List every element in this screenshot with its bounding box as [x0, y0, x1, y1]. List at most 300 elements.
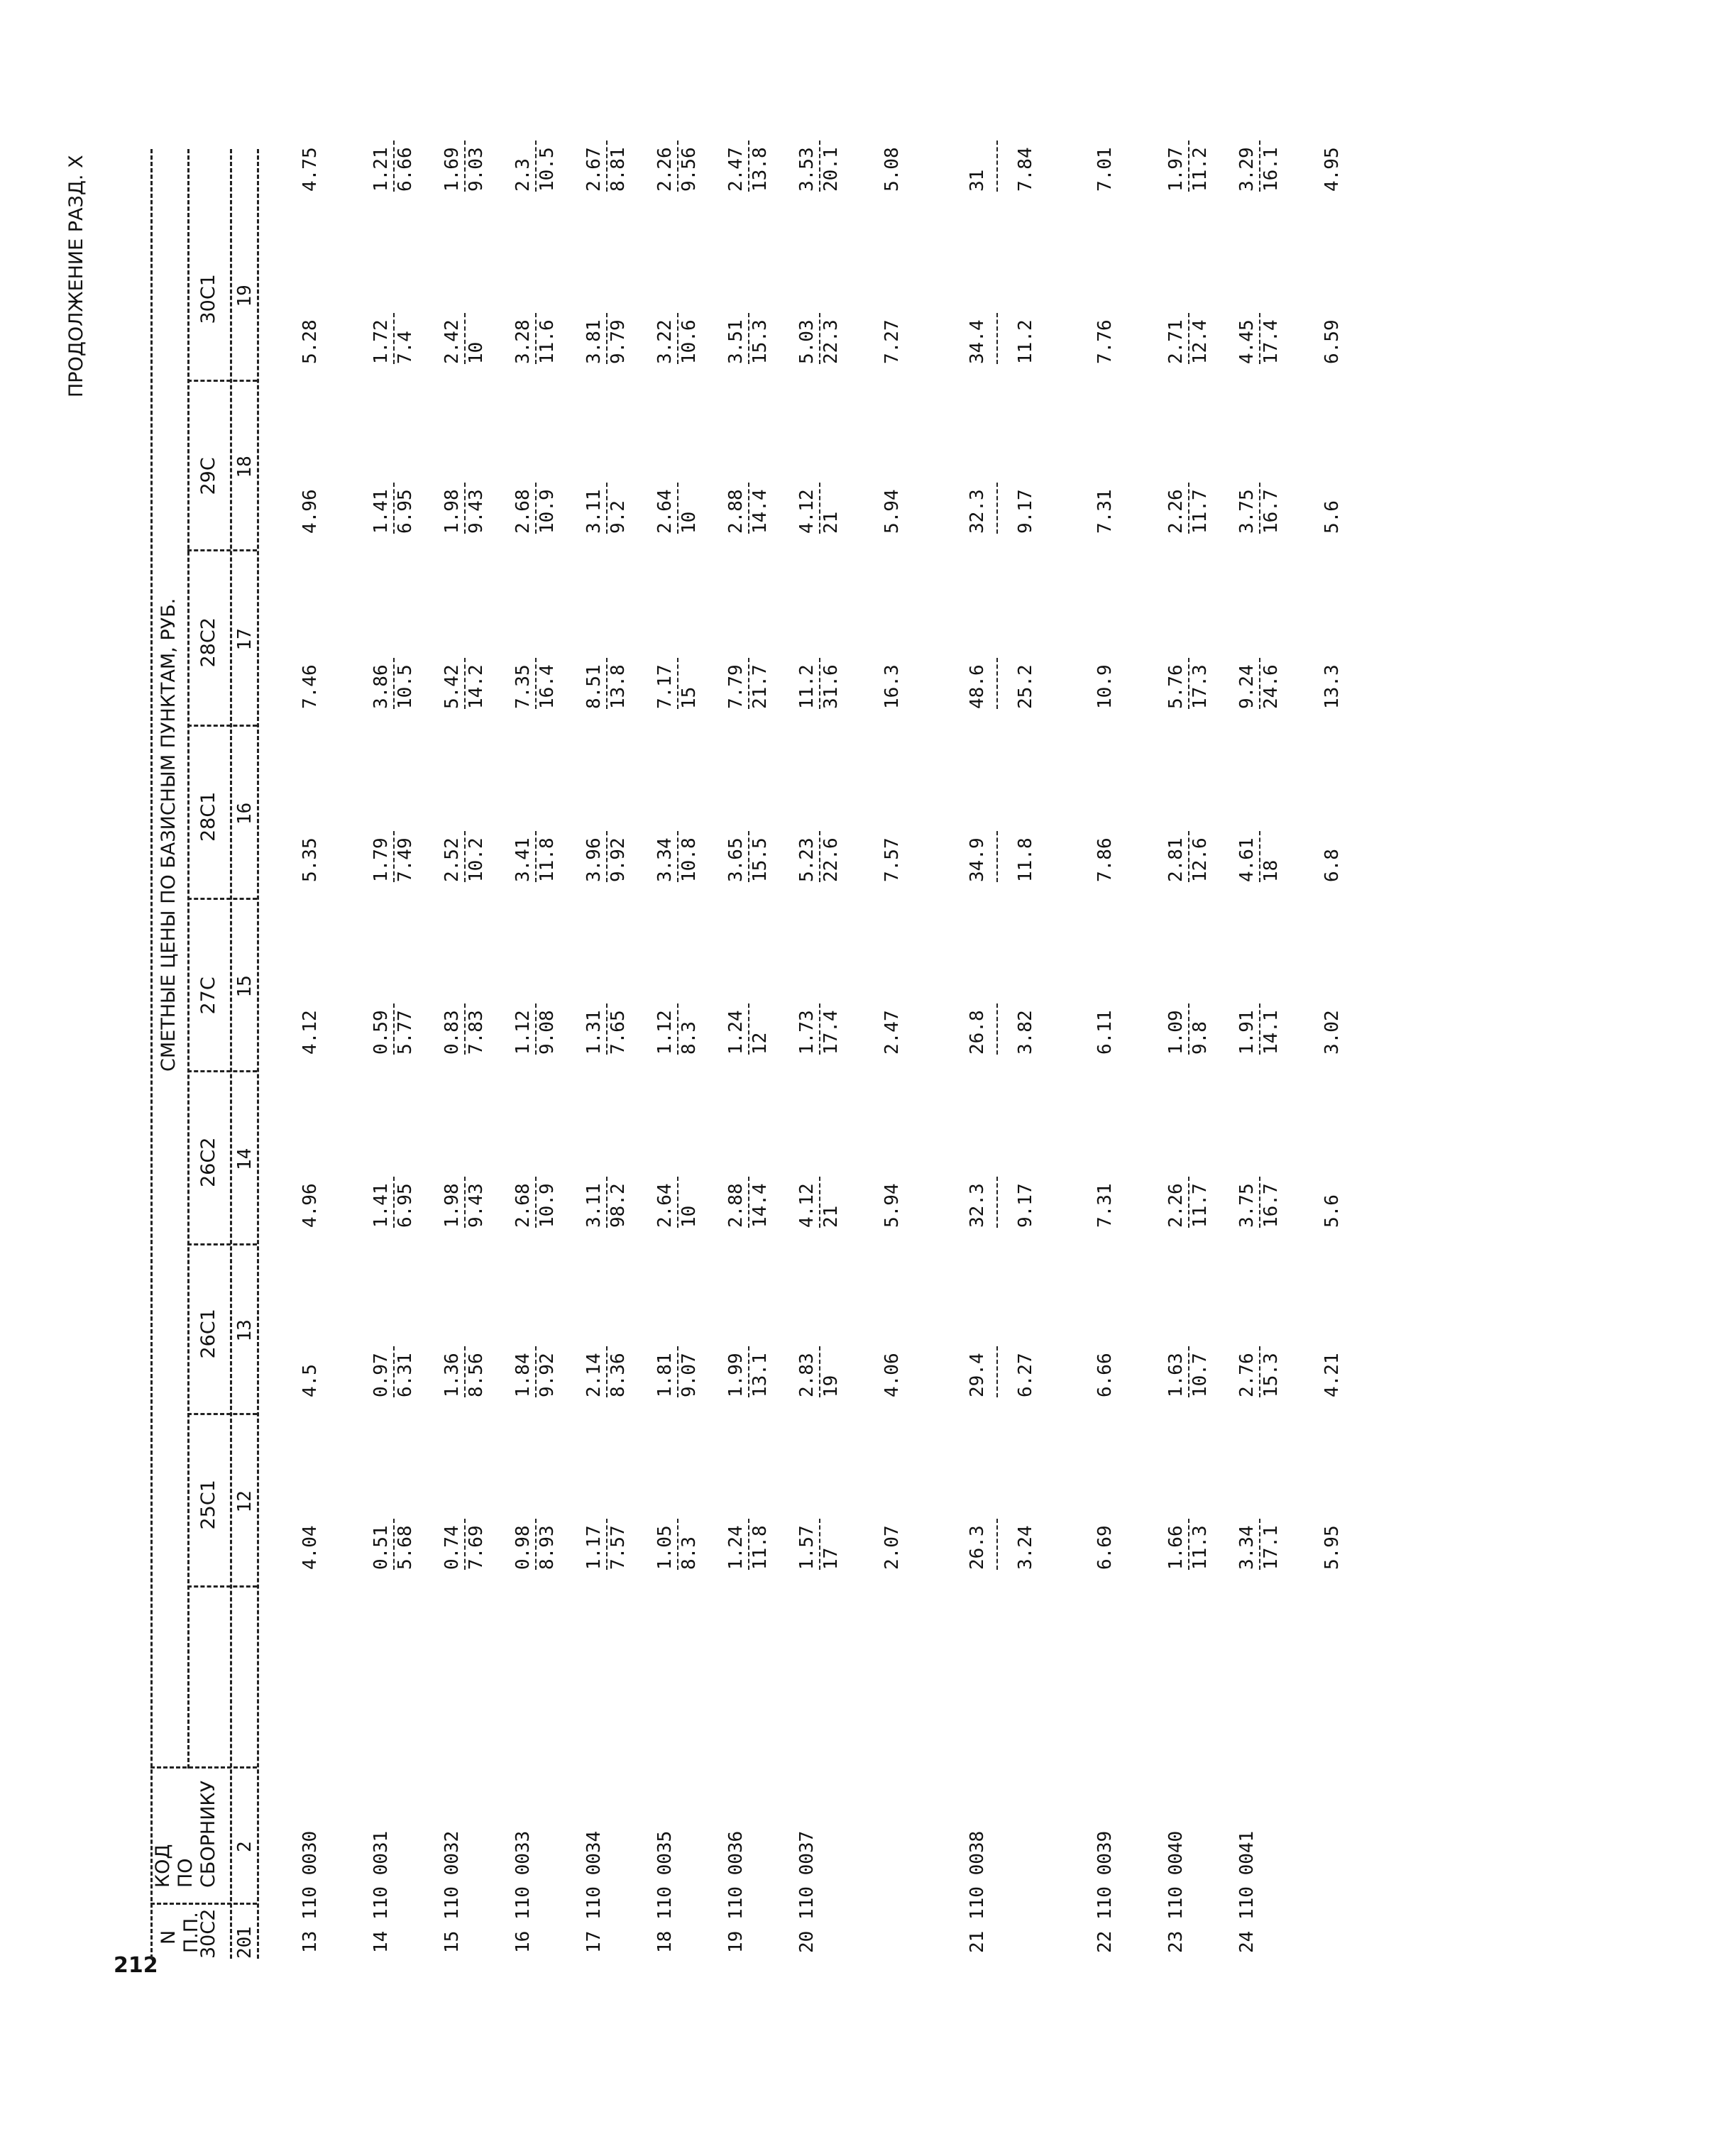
cell-value: 10.9: [1094, 664, 1116, 709]
cell-separator: [819, 1177, 820, 1228]
cell-value: 1.84: [512, 1353, 534, 1397]
cell-value: 3.11: [583, 1183, 605, 1228]
rule-col-3: [187, 1585, 257, 1588]
cell-value: 34.4: [967, 319, 988, 364]
cell-value: 7.31: [1094, 1183, 1116, 1228]
cell-separator: [1188, 313, 1189, 364]
cell-value: 4.12: [796, 1183, 818, 1228]
cell-separator: [606, 141, 608, 192]
cell-value: 2.68: [512, 489, 534, 534]
cell-separator: [748, 1346, 749, 1397]
cell-value: 3.82: [1015, 1010, 1036, 1055]
cell-value: 13.1: [749, 1353, 771, 1397]
cell-value: 2.68: [512, 1183, 534, 1228]
cell-separator: [393, 141, 395, 192]
cell-separator: [996, 831, 998, 882]
cell-separator: [677, 483, 678, 534]
cell-separator: [748, 1177, 749, 1228]
cell-value: 1.72: [370, 319, 392, 364]
cell-value: 5.68: [395, 1525, 416, 1570]
cell-value: 14.1: [1260, 1010, 1282, 1055]
column-header-6: 29С: [197, 457, 219, 495]
column-header-1: 26С1: [197, 1309, 219, 1359]
cell-value: 22.6: [820, 837, 842, 882]
cell-value: 0.97: [370, 1353, 392, 1397]
cell-value: 7.69: [466, 1525, 487, 1570]
cell-value: 16.4: [537, 664, 558, 709]
cell-separator: [996, 313, 998, 364]
cell-value: 15.3: [1260, 1353, 1282, 1397]
cell-separator: [1259, 658, 1260, 709]
cell-value: 1.66: [1165, 1525, 1187, 1570]
cell-value: 10.8: [678, 837, 700, 882]
cell-separator: [819, 831, 820, 882]
cell-value: 1.69: [441, 147, 463, 192]
cell-separator: [393, 483, 395, 534]
cell-separator: [677, 141, 678, 192]
rule-column-numbers-bottom: [257, 149, 259, 1959]
cell-separator: [996, 1177, 998, 1228]
cell-value: 48.6: [967, 664, 988, 709]
cell-value: 5.35: [300, 837, 321, 882]
rule-group: [187, 149, 189, 1769]
rule-col-9: [187, 549, 257, 551]
row-code-11: 23 110 0040: [1165, 1830, 1187, 1953]
rule-top: [150, 149, 153, 1959]
cell-value: 20.1: [820, 147, 842, 192]
cell-separator: [606, 1346, 608, 1397]
cell-value: 8.36: [608, 1353, 629, 1397]
cell-separator: [1188, 658, 1189, 709]
column-number-9: 19: [234, 285, 255, 307]
cell-value: 1.36: [441, 1353, 463, 1397]
rule-col-6: [187, 1070, 257, 1072]
column-header-0: 25С1: [197, 1480, 219, 1530]
cell-value: 98.2: [608, 1183, 629, 1228]
cell-value: 7.76: [1094, 319, 1116, 364]
cell-value: 9.79: [608, 319, 629, 364]
cell-value: 32.3: [967, 1183, 988, 1228]
rule-col-2: [150, 1766, 257, 1769]
cell-value: 7.35: [512, 664, 534, 709]
cell-value: 16.1: [1260, 147, 1282, 192]
cell-value: 5.03: [796, 319, 818, 364]
rule-col-10: [187, 380, 257, 382]
column-number-3: 13: [234, 1319, 255, 1342]
cell-separator: [819, 1346, 820, 1397]
cell-value: 2.64: [654, 489, 676, 534]
cell-value: 0.74: [441, 1525, 463, 1570]
cell-value: 12.4: [1189, 319, 1211, 364]
cell-value: 24.6: [1260, 664, 1282, 709]
cell-value: 7.65: [608, 1010, 629, 1055]
column-number-7: 17: [234, 628, 255, 651]
row-code-3: 16 110 0033: [512, 1830, 534, 1953]
cell-separator: [393, 1003, 395, 1055]
cell-value: 13.8: [608, 664, 629, 709]
cell-value: 10.6: [678, 319, 700, 364]
cell-value: 21: [820, 511, 842, 534]
cell-separator: [535, 483, 537, 534]
cell-value: 4.61: [1236, 837, 1258, 882]
cell-separator: [1259, 483, 1260, 534]
cell-value: 9.17: [1015, 1183, 1036, 1228]
row-code-9: 21 110 0038: [967, 1830, 988, 1953]
cell-value: 2.07: [881, 1525, 903, 1570]
cell-value: 8.3: [678, 1021, 700, 1055]
cell-value: 2.83: [796, 1353, 818, 1397]
row-code-2: 15 110 0032: [441, 1830, 463, 1953]
column-header-7: 30С1: [197, 274, 219, 324]
cell-value: 0.59: [370, 1010, 392, 1055]
cell-value: 9.92: [537, 1353, 558, 1397]
cell-separator: [535, 831, 537, 882]
cell-separator: [535, 1519, 537, 1570]
cell-value: 6.95: [395, 1183, 416, 1228]
cell-separator: [996, 1003, 998, 1055]
rule-col-4: [187, 1413, 257, 1415]
cell-separator: [677, 1346, 678, 1397]
cell-value: 9.2: [608, 500, 629, 534]
cell-value: 15: [678, 686, 700, 709]
cell-value: 2.42: [441, 319, 463, 364]
cell-separator: [535, 141, 537, 192]
cell-value: 4.12: [300, 1010, 321, 1055]
cell-value: 4.12: [796, 489, 818, 534]
cell-value: 18: [1260, 859, 1282, 882]
cell-value: 19: [820, 1375, 842, 1397]
cell-value: 9.17: [1015, 489, 1036, 534]
cell-value: 11.8: [1015, 837, 1036, 882]
cell-separator: [1188, 1346, 1189, 1397]
cell-value: 1.91: [1236, 1010, 1258, 1055]
cell-value: 5.76: [1165, 664, 1187, 709]
cell-value: 2.64: [654, 1183, 676, 1228]
cell-value: 22.3: [820, 319, 842, 364]
column-header-4: 28С1: [197, 791, 219, 842]
rule-col-7: [187, 898, 257, 900]
column-header-5: 28С2: [197, 617, 219, 668]
cell-value: 10: [678, 1205, 700, 1228]
cell-value: 1.63: [1165, 1353, 1187, 1397]
header-col2-line1: КОД: [152, 1844, 174, 1888]
cell-value: 3.53: [796, 147, 818, 192]
cell-value: 7.31: [1094, 489, 1116, 534]
cell-value: 7.49: [395, 837, 416, 882]
cell-value: 2.88: [725, 1183, 747, 1228]
cell-separator: [393, 313, 395, 364]
cell-value: 15.5: [749, 837, 771, 882]
cell-separator: [1259, 1519, 1260, 1570]
cell-value: 11.2: [796, 664, 818, 709]
cell-value: 7.46: [300, 664, 321, 709]
cell-value: 10.5: [537, 147, 558, 192]
cell-value: 10.5: [395, 664, 416, 709]
cell-value: 9.56: [678, 147, 700, 192]
cell-value: 1.21: [370, 147, 392, 192]
cell-value: 9.07: [678, 1353, 700, 1397]
cell-separator: [1259, 1346, 1260, 1397]
cell-value: 5.95: [1321, 1525, 1343, 1570]
cell-separator: [819, 313, 820, 364]
cell-separator: [748, 1003, 749, 1055]
cell-value: 1.99: [725, 1353, 747, 1397]
column-number-1: 2: [234, 1841, 255, 1852]
cell-value: 4.45: [1236, 319, 1258, 364]
header-col2-line2: ПО: [175, 1858, 197, 1888]
cell-value: 4.96: [300, 1183, 321, 1228]
cell-separator: [393, 1346, 395, 1397]
cell-value: 6.66: [1094, 1353, 1116, 1397]
cell-separator: [464, 141, 466, 192]
cell-value: 2.26: [1165, 489, 1187, 534]
cell-separator: [996, 658, 998, 709]
cell-value: 6.11: [1094, 1010, 1116, 1055]
cell-value: 9.03: [466, 147, 487, 192]
cell-value: 21.7: [749, 664, 771, 709]
cell-separator: [748, 313, 749, 364]
cell-value: 5.6: [1321, 500, 1343, 534]
cell-separator: [819, 483, 820, 534]
cell-value: 9.43: [466, 1183, 487, 1228]
cell-value: 2.26: [654, 147, 676, 192]
cell-separator: [606, 1519, 608, 1570]
cell-value: 16.3: [881, 664, 903, 709]
cell-value: 10.2: [466, 837, 487, 882]
cell-value: 1.98: [441, 1183, 463, 1228]
cell-value: 8.51: [583, 664, 605, 709]
cell-separator: [1188, 1003, 1189, 1055]
cell-value: 31: [967, 169, 988, 192]
cell-separator: [393, 658, 395, 709]
cell-value: 5.6: [1321, 1194, 1343, 1228]
cell-value: 1.31: [583, 1010, 605, 1055]
cell-value: 13.3: [1321, 664, 1343, 709]
cell-value: 1.41: [370, 1183, 392, 1228]
cell-value: 9.08: [537, 1010, 558, 1055]
cell-value: 2.14: [583, 1353, 605, 1397]
rule-col-1: [150, 1903, 257, 1905]
cell-separator: [677, 313, 678, 364]
cell-separator: [535, 1177, 537, 1228]
cell-value: 0.98: [512, 1525, 534, 1570]
cell-separator: [464, 1177, 466, 1228]
page-number: 212: [114, 1953, 158, 1978]
rule-col-8: [187, 725, 257, 727]
cell-value: 1.79: [370, 837, 392, 882]
cell-value: 5.42: [441, 664, 463, 709]
cell-value: 6.66: [395, 147, 416, 192]
cell-separator: [464, 483, 466, 534]
header-col1-line1: N: [158, 1930, 180, 1945]
cell-separator: [464, 1519, 466, 1570]
cell-value: 3.34: [654, 837, 676, 882]
cell-separator: [1188, 1519, 1189, 1570]
cell-separator: [1259, 1003, 1260, 1055]
cell-separator: [464, 658, 466, 709]
cell-value: 11.2: [1015, 319, 1036, 364]
cell-separator: [996, 141, 998, 192]
column-number-5: 15: [234, 975, 255, 998]
cell-separator: [606, 831, 608, 882]
cell-separator: [606, 1177, 608, 1228]
cell-value: 1.57: [796, 1525, 818, 1570]
cell-separator: [1259, 1177, 1260, 1228]
cell-value: 1.97: [1165, 147, 1187, 192]
cell-value: 1.41: [370, 489, 392, 534]
cell-value: 9.8: [1189, 1021, 1211, 1055]
cell-value: 9.92: [608, 837, 629, 882]
row-code-1: 14 110 0031: [370, 1830, 392, 1953]
cell-separator: [1259, 141, 1260, 192]
cell-value: 4.21: [1321, 1353, 1343, 1397]
cell-value: 6.69: [1094, 1525, 1116, 1570]
cell-separator: [606, 483, 608, 534]
cell-value: 5.94: [881, 489, 903, 534]
cell-value: 1.12: [512, 1010, 534, 1055]
cell-value: 3.41: [512, 837, 534, 882]
cell-value: 3.28: [512, 319, 534, 364]
cell-value: 0.83: [441, 1010, 463, 1055]
cell-value: 10.9: [537, 1183, 558, 1228]
column-number-2: 12: [234, 1490, 255, 1513]
cell-separator: [393, 1519, 395, 1570]
cell-value: 5.77: [395, 1010, 416, 1055]
cell-value: 7.79: [725, 664, 747, 709]
cell-value: 11.6: [537, 319, 558, 364]
cell-separator: [819, 658, 820, 709]
cell-value: 17.3: [1189, 664, 1211, 709]
cell-separator: [996, 1346, 998, 1397]
cell-separator: [393, 831, 395, 882]
column-number-8: 18: [234, 456, 255, 478]
cell-value: 2.71: [1165, 319, 1187, 364]
cell-separator: [677, 831, 678, 882]
cell-value: 21: [820, 1205, 842, 1228]
cell-value: 6.27: [1015, 1353, 1036, 1397]
cell-value: 6.59: [1321, 319, 1343, 364]
rule-col-5: [187, 1243, 257, 1245]
cell-value: 3.96: [583, 837, 605, 882]
cell-separator: [677, 1519, 678, 1570]
cell-value: 34.9: [967, 837, 988, 882]
cell-value: 1.05: [654, 1525, 676, 1570]
cell-separator: [748, 658, 749, 709]
cell-value: 7.83: [466, 1010, 487, 1055]
cell-value: 2.76: [1236, 1353, 1258, 1397]
cell-value: 7.4: [395, 331, 416, 364]
cell-value: 2.88: [725, 489, 747, 534]
cell-value: 3.51: [725, 319, 747, 364]
cell-separator: [819, 1003, 820, 1055]
cell-separator: [677, 1177, 678, 1228]
cell-value: 1.98: [441, 489, 463, 534]
column-header-3: 27С: [197, 977, 219, 1015]
cell-value: 5.28: [300, 319, 321, 364]
cell-separator: [677, 658, 678, 709]
cell-value: 3.02: [1321, 1010, 1343, 1055]
cell-value: 7.84: [1015, 147, 1036, 192]
cell-value: 9.24: [1236, 664, 1258, 709]
cell-value: 2.47: [725, 147, 747, 192]
cell-value: 3.75: [1236, 1183, 1258, 1228]
cell-value: 16.7: [1260, 1183, 1282, 1228]
cell-value: 3.24: [1015, 1525, 1036, 1570]
cell-value: 5.94: [881, 1183, 903, 1228]
cell-value: 2.81: [1165, 837, 1187, 882]
row-code-4: 17 110 0034: [583, 1830, 605, 1953]
row-code-6: 19 110 0036: [725, 1830, 747, 1953]
cell-separator: [748, 483, 749, 534]
cell-value: 12.6: [1189, 837, 1211, 882]
cell-value: 6.95: [395, 489, 416, 534]
cell-value: 3.29: [1236, 147, 1258, 192]
cell-value: 17.4: [1260, 319, 1282, 364]
row-code-0: 13 110 0030: [300, 1830, 321, 1953]
cell-separator: [464, 313, 466, 364]
cell-value: 3.75: [1236, 489, 1258, 534]
cell-value: 6.31: [395, 1353, 416, 1397]
cell-value: 31.6: [820, 664, 842, 709]
cell-value: 10: [466, 341, 487, 364]
cell-value: 1.81: [654, 1353, 676, 1397]
rule-header-bottom: [230, 149, 232, 1959]
cell-value: 2.26: [1165, 1183, 1187, 1228]
cell-value: 1.73: [796, 1010, 818, 1055]
cell-value: 25.2: [1015, 664, 1036, 709]
cell-separator: [606, 313, 608, 364]
cell-value: 10.7: [1189, 1353, 1211, 1397]
cell-value: 11.3: [1189, 1525, 1211, 1570]
cell-separator: [748, 141, 749, 192]
cell-value: 26.8: [967, 1010, 988, 1055]
cell-separator: [464, 1346, 466, 1397]
column-number-6: 16: [234, 802, 255, 825]
cell-value: 11.7: [1189, 1183, 1211, 1228]
cell-value: 11.8: [537, 837, 558, 882]
cell-value: 16.7: [1260, 489, 1282, 534]
cell-value: 2.67: [583, 147, 605, 192]
cell-separator: [819, 141, 820, 192]
cell-value: 32.3: [967, 489, 988, 534]
cell-value: 3.65: [725, 837, 747, 882]
cell-value: 1.12: [654, 1010, 676, 1055]
row-code-12: 24 110 0041: [1236, 1830, 1258, 1953]
cell-value: 2.52: [441, 837, 463, 882]
cell-value: 4.96: [300, 489, 321, 534]
group-title: СМЕТНЫЕ ЦЕНЫ ПО БАЗИСНЫМ ПУНКТАМ, РУБ.: [158, 598, 180, 1072]
cell-value: 7.57: [881, 837, 903, 882]
cell-value: 6.8: [1321, 849, 1343, 882]
cell-value: 12: [749, 1032, 771, 1055]
column-header-2: 26С2: [197, 1137, 219, 1187]
row-code-7: 20 110 0037: [796, 1830, 818, 1953]
rotated-price-table: [65, 142, 1709, 1959]
cell-value: 4.5: [300, 1364, 321, 1397]
cell-separator: [996, 483, 998, 534]
cell-value: 14.2: [466, 664, 487, 709]
continuation-label: ПРОДОЛЖЕНИЕ РАЗД. X: [65, 155, 87, 397]
cell-separator: [535, 313, 537, 364]
cell-separator: [1188, 141, 1189, 192]
cell-value: 1.24: [725, 1525, 747, 1570]
cell-separator: [606, 1003, 608, 1055]
cell-value: 26.3: [967, 1525, 988, 1570]
cell-separator: [1259, 313, 1260, 364]
cell-separator: [535, 1003, 537, 1055]
cell-value: 4.06: [881, 1353, 903, 1397]
cell-value: 14.4: [749, 489, 771, 534]
